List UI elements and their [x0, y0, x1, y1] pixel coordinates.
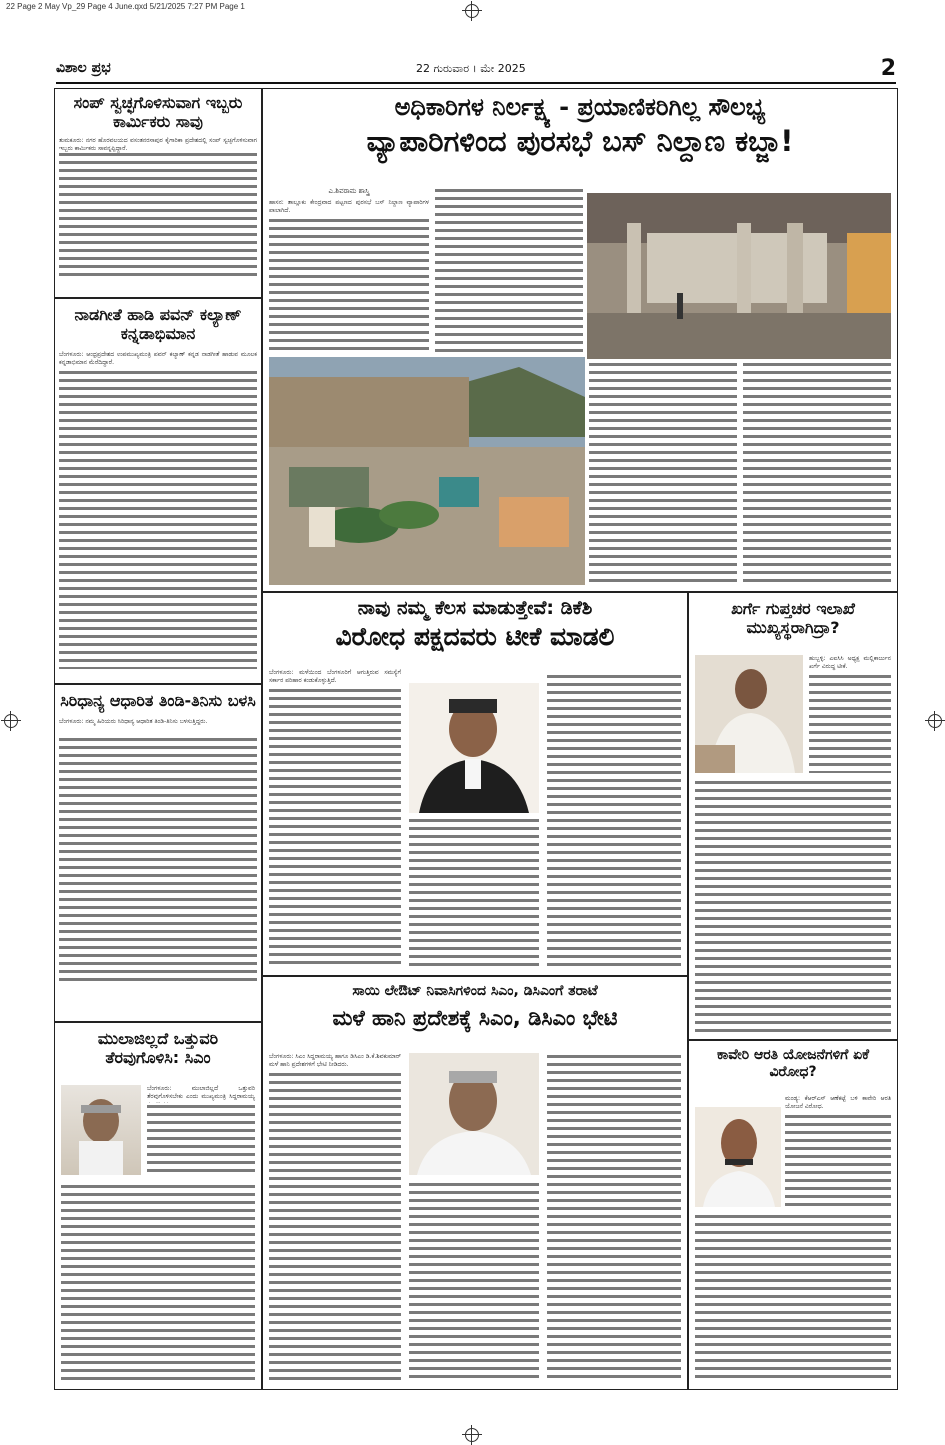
text-block [269, 687, 401, 969]
cm-portrait-photo [61, 1085, 141, 1175]
story-body: ಬೆಂಗಳೂರು: ಮಳೆಯಿಂದ ಬೆಂಗಳೂರಿಗೆ ಆಗುತ್ತಿರುವ ಸಮಸ್ಯೆಗೆ ಸರ್ಕಾರ ಪರಿಹಾರ ಕಂಡುಕೊಳ್ಳುತ್ತಿದೆ. [269, 669, 401, 684]
print-slug: 22 Page 2 May Vp_29 Page 4 June.qxd 5/21/2025 7:27 PM Page 1 [6, 2, 245, 11]
byline: ಎ.ಶಿವರಾಮ ಶಾಸ್ತ್ರಿ [328, 187, 370, 195]
story-kharge [688, 592, 898, 1040]
text-block [59, 151, 257, 277]
story-pavan [54, 298, 262, 684]
kicker: ಸಾಯಿ ಲೇಔಟ್ ನಿವಾಸಿಗಳಿಂದ ಸಿಎಂ, ಡಿಸಿಎಂಗೆ ತರಾಟೆ [352, 983, 598, 999]
masthead-date: 22 ಗುರುವಾರ । ಮೇ 2025 [416, 62, 526, 75]
kharge-story-photo [695, 655, 803, 773]
registration-mark-icon [928, 714, 942, 728]
text-block [547, 1053, 681, 1383]
registration-mark-icon [465, 4, 479, 18]
bus-stand-photo-left [269, 357, 585, 585]
story-sump [54, 88, 262, 298]
text-block [59, 369, 257, 669]
headline: ಖರ್ಗೆ ಗುಪ್ತಚರ ಇಲಾಖೆ ಮುಖ್ಯಸ್ಥರಾಗಿದ್ರಾ? [731, 599, 855, 638]
text-block [409, 817, 539, 969]
registration-mark-icon [465, 1428, 479, 1442]
registration-mark-icon [4, 714, 18, 728]
story-body: ಬೆಂಗಳೂರು: ನಮ್ಮ ಹಿರಿಯರು ಸಿರಿಧಾನ್ಯ ಆಧಾರಿತ ತಿಂಡಿ-ತಿನಿಸು ಬಳಸುತ್ತಿದ್ದರು. [59, 718, 208, 726]
headline: ನಾಡಗೀತೆ ಹಾಡಿ ಪವನ್ ಕಲ್ಯಾಣ್ ಕನ್ನಡಾಭಿಮಾನ [74, 305, 242, 344]
story-body: ಬೆಂಗಳೂರು: ಸಿಎಂ ಸಿದ್ದರಾಮಯ್ಯ ಹಾಗೂ ಡಿಸಿಎಂ ಡಿ.ಕೆ.ಶಿವಕುಮಾರ್ ಮಳೆ ಹಾನಿ ಪ್ರದೇಶಗಳಿಗೆ ಭೇಟಿ ನೀಡಿದರು. [269, 1053, 401, 1068]
text-block [547, 673, 681, 969]
headline-main: ವ್ಯಾಪಾರಿಗಳಿಂದ ಪುರಸಭೆ ಬಸ್ ನಿಲ್ದಾಣ ಕಬ್ಜಾ! [366, 123, 794, 158]
story-body: ಬೆಂಗಳೂರು: ಆಂಧ್ರಪ್ರದೇಶದ ಉಪಮುಖ್ಯಮಂತ್ರಿ ಪವನ್ ಕಲ್ಯಾಣ್ ಕನ್ನಡ ನಾಡಗೀತೆ ಹಾಡುವ ಮೂಲಕ ಕನ್ನಡಾಭಿಮಾನ ಮೆರೆದಿದ್ದಾರೆ. [59, 351, 257, 367]
story-mulaji [54, 1022, 262, 1390]
text-block [695, 779, 891, 1033]
headline: ಸಿರಿಧಾನ್ಯ ಆಧಾರಿತ ತಿಂಡಿ-ತಿನಿಸು ಬಳಸಿ [60, 691, 256, 710]
text-block [743, 361, 891, 585]
text-block [59, 736, 257, 986]
headline: ಮುಲಾಜಿಲ್ಲದೆ ಒತ್ತುವರಿ ತೆರವುಗೊಳಿಸಿ: ಸಿಎಂ [97, 1029, 219, 1068]
text-block [809, 673, 891, 773]
siddaramaiah-portrait-photo [409, 1053, 539, 1175]
text-block [695, 1213, 891, 1383]
story-lead [262, 88, 898, 592]
page-number: 2 [880, 56, 896, 81]
story-body: ಹಾಸನ: ತಾಲ್ಲೂಕು ಕೇಂದ್ರವಾದ ಪಟ್ಟಣದ ಪುರಸಭೆ ಬಸ್ ನಿಲ್ದಾಣ ವ್ಯಾಪಾರಿಗಳ ಪಾಲಾಗಿದೆ. [269, 199, 429, 214]
text-block [61, 1183, 255, 1383]
text-block [785, 1113, 891, 1209]
text-block [435, 187, 583, 353]
headline-top: ನಾವು ನಮ್ಮ ಕೆಲಸ ಮಾಡುತ್ತೇವೆ: ಡಿಕೆಶಿ [357, 597, 593, 619]
story-body: ಬೆಂಗಳೂರು: ಮುಲಾಜಿಲ್ಲದೆ ಒತ್ತುವರಿ ತೆರವುಗೊಳಿಸಬೇಕು ಎಂದು ಮುಖ್ಯಮಂತ್ರಿ ಸಿದ್ದರಾಮಯ್ಯ [147, 1085, 255, 1100]
story-body: ಹುಬ್ಬಳ್ಳಿ: ಎಐಸಿಸಿ ಅಧ್ಯಕ್ಷ ಮಲ್ಲಿಕಾರ್ಜುನ ಖರ್ಗೆ ವಿರುದ್ಧ ಟೀಕೆ. [809, 655, 891, 670]
story-dks [262, 592, 688, 976]
headline: ಮಳೆ ಹಾನಿ ಪ್ರದೇಶಕ್ಕೆ ಸಿಎಂ, ಡಿಸಿಎಂ ಭೇಟಿ [332, 1005, 618, 1030]
text-block [589, 361, 737, 585]
text-block [269, 1071, 401, 1383]
story-body: ಮಂಡ್ಯ: ಕೆಆರ್‌ಎಸ್ ಆಣೆಕಟ್ಟೆ ಬಳಿ ಕಾವೇರಿ ಆರತಿ ಯೋಜನೆ ವಿರೋಧ. [785, 1095, 891, 1110]
headline-main: ವಿರೋಧ ಪಕ್ಷದವರು ಟೀಕೆ ಮಾಡಲಿ [335, 621, 615, 651]
kaveri-story-portrait-photo [695, 1107, 781, 1207]
text-block [269, 217, 429, 353]
text-block [409, 1181, 539, 1383]
text-block [147, 1103, 255, 1177]
story-kaveri [688, 1040, 898, 1390]
dks-portrait-photo [409, 683, 539, 813]
headline: ಸಂಪ್ ಸ್ವಚ್ಛಗೊಳಿಸುವಾಗ ಇಬ್ಬರು ಕಾರ್ಮಿಕರು ಸಾವು [73, 93, 243, 132]
headline: ಕಾವೇರಿ ಆರತಿ ಯೋಜನೆಗಳಿಗೆ ಏಕೆ ವಿರೋಧ? [716, 1047, 870, 1080]
bus-stand-photo-right [587, 193, 891, 359]
masthead-name: ವಿಶಾಲ ಪ್ರಭ [56, 60, 111, 76]
story-sai-layout [262, 976, 688, 1390]
story-body: ತುಮಕೂರು: ನಗರ ಹೊರವಲಯದ ವಸಂತನರಸಾಪುರ ಕೈಗಾರಿಕಾ ಪ್ರದೇಶದಲ್ಲಿ ಸಂಪ್ ಸ್ವಚ್ಛಗೊಳಿಸುವಾಗ ಇಬ್ಬರು ಕಾರ್ಮಿಕರು ಸಾವನ್ನಪ್ಪಿದ್ದಾರೆ. [59, 137, 257, 153]
masthead [56, 56, 896, 84]
headline-top: ಅಧಿಕಾರಿಗಳ ನಿರ್ಲಕ್ಷ್ಯ - ಪ್ರಯಾಣಿಕರಿಗಿಲ್ಲ ಸೌಲಭ್ಯ [394, 93, 766, 121]
story-millet [54, 684, 262, 1022]
